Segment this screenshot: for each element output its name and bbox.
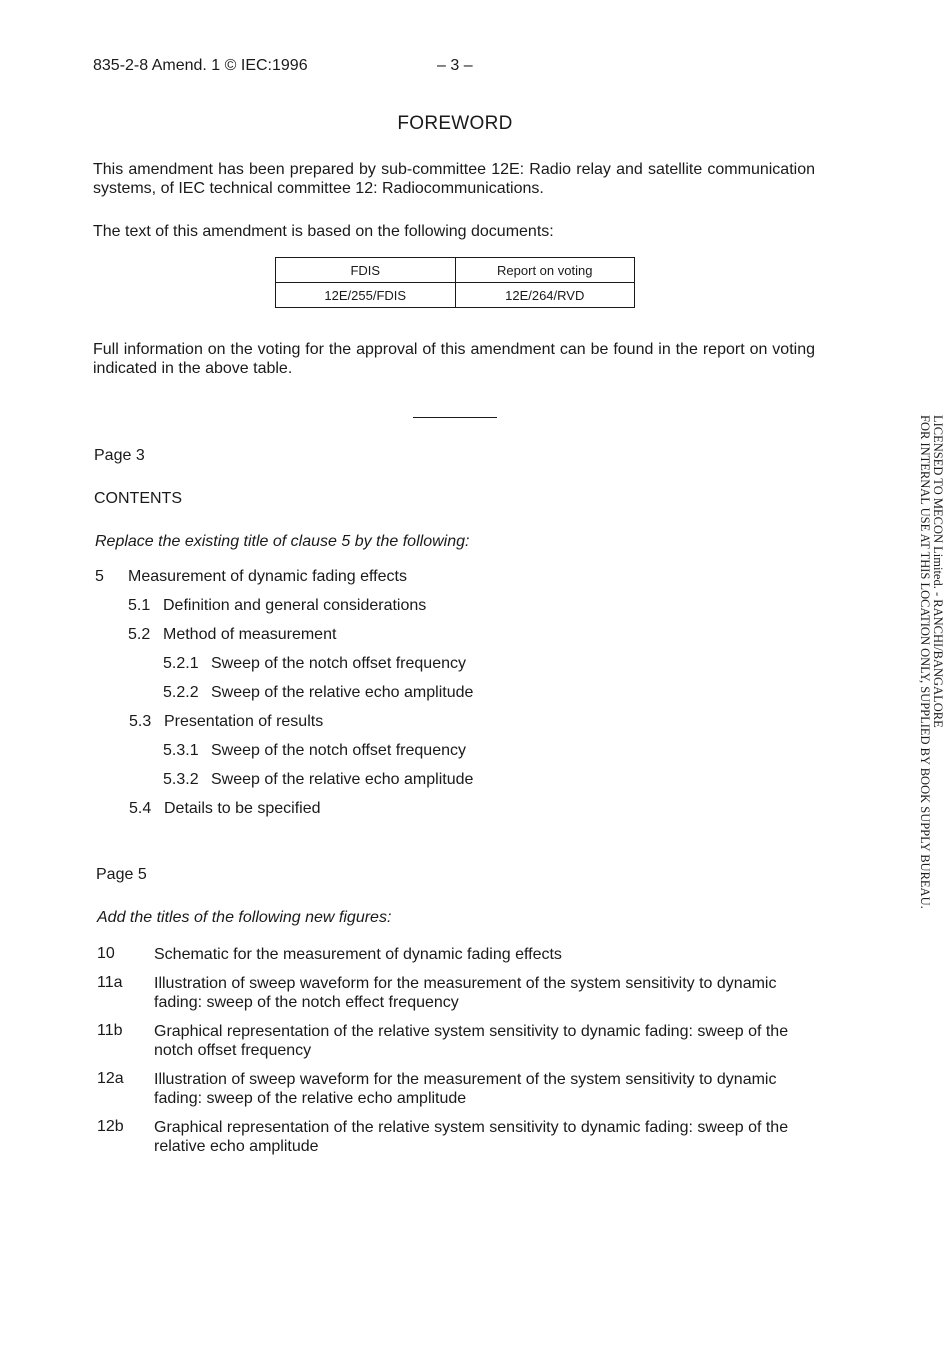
figure-title: Illustration of sweep waveform for the measurement of the system sensitivity to dynamic fading: sweep of the relative echo amplitude	[154, 1071, 777, 1107]
documents-table	[275, 257, 635, 308]
toc-item-number: 5.3.2	[163, 771, 199, 788]
license-watermark	[918, 415, 944, 909]
figure-number: 11a	[97, 974, 123, 991]
table-header-row	[276, 258, 635, 283]
page-title: FOREWORD	[397, 113, 513, 134]
figure-title: Graphical representation of the relative system sensitivity to dynamic fading: sweep of the relative echo amplitude	[154, 1119, 789, 1155]
toc-item-number: 5.1	[128, 597, 151, 614]
section-divider	[413, 417, 497, 418]
toc-item-number: 5	[95, 568, 104, 585]
toc-item-text: Sweep of the relative echo amplitude	[211, 771, 474, 788]
foreword-paragraph-3: Full information on the voting for the approval of this amendment can be found in the report on voting indicated in the above table.	[93, 341, 815, 377]
table-header-cell: FDIS	[276, 258, 456, 283]
page-reference: Page 5	[96, 866, 147, 883]
toc-item-number: 5.4	[129, 800, 152, 817]
toc-item-text: Presentation of results	[164, 713, 324, 730]
figure-number: 10	[97, 945, 115, 962]
toc-item-text: Sweep of the notch offset frequency	[211, 742, 466, 759]
foreword-paragraph-2: The text of this amendment is based on the following documents:	[93, 223, 554, 240]
page-reference: Page 3	[94, 447, 145, 464]
figure-number: 12a	[97, 1070, 124, 1087]
license-line: FOR INTERNAL USE AT THIS LOCATION ONLY, SUPPLIED BY BOOK SUPPLY BUREAU.	[918, 415, 932, 909]
figure-title: Graphical representation of the relative system sensitivity to dynamic fading: sweep of the notch offset frequency	[154, 1023, 789, 1059]
license-line: LICENSED TO MECON Limited. - RANCHI/BANGALORE	[931, 415, 945, 728]
toc-item-number: 5.3	[129, 713, 152, 730]
instruction-text: Replace the existing title of clause 5 by the following:	[95, 533, 470, 550]
figure-title: Schematic for the measurement of dynamic fading effects	[154, 946, 562, 963]
toc-item-number: 5.2.2	[163, 684, 199, 701]
page-number: – 3 –	[437, 57, 473, 74]
toc-item-text: Sweep of the notch offset frequency	[211, 655, 466, 672]
figure-title: Illustration of sweep waveform for the measurement of the system sensitivity to dynamic fading: sweep of the notch effect frequency	[154, 975, 777, 1011]
table-cell: 12E/264/RVD	[455, 283, 635, 308]
table-header-cell: Report on voting	[455, 258, 635, 283]
table-cell: 12E/255/FDIS	[276, 283, 456, 308]
toc-item-text: Method of measurement	[163, 626, 337, 643]
toc-item-number: 5.3.1	[163, 742, 199, 759]
toc-item-number: 5.2	[128, 626, 151, 643]
toc-item-text: Sweep of the relative echo amplitude	[211, 684, 474, 701]
instruction-text: Add the titles of the following new figures:	[97, 909, 392, 926]
figure-number: 12b	[97, 1118, 124, 1135]
toc-item-number: 5.2.1	[163, 655, 199, 672]
toc-item-text: Definition and general considerations	[163, 597, 427, 614]
toc-item-text: Measurement of dynamic fading effects	[128, 568, 407, 585]
contents-heading: CONTENTS	[94, 490, 182, 507]
foreword-paragraph-1: This amendment has been prepared by sub-committee 12E: Radio relay and satellite communication systems, of IEC technical committee 12: Radiocommunications.	[93, 161, 815, 197]
table-row	[276, 283, 635, 308]
figure-number: 11b	[97, 1022, 123, 1039]
document-id: 835-2-8 Amend. 1 © IEC:1996	[93, 57, 308, 74]
toc-item-text: Details to be specified	[164, 800, 321, 817]
